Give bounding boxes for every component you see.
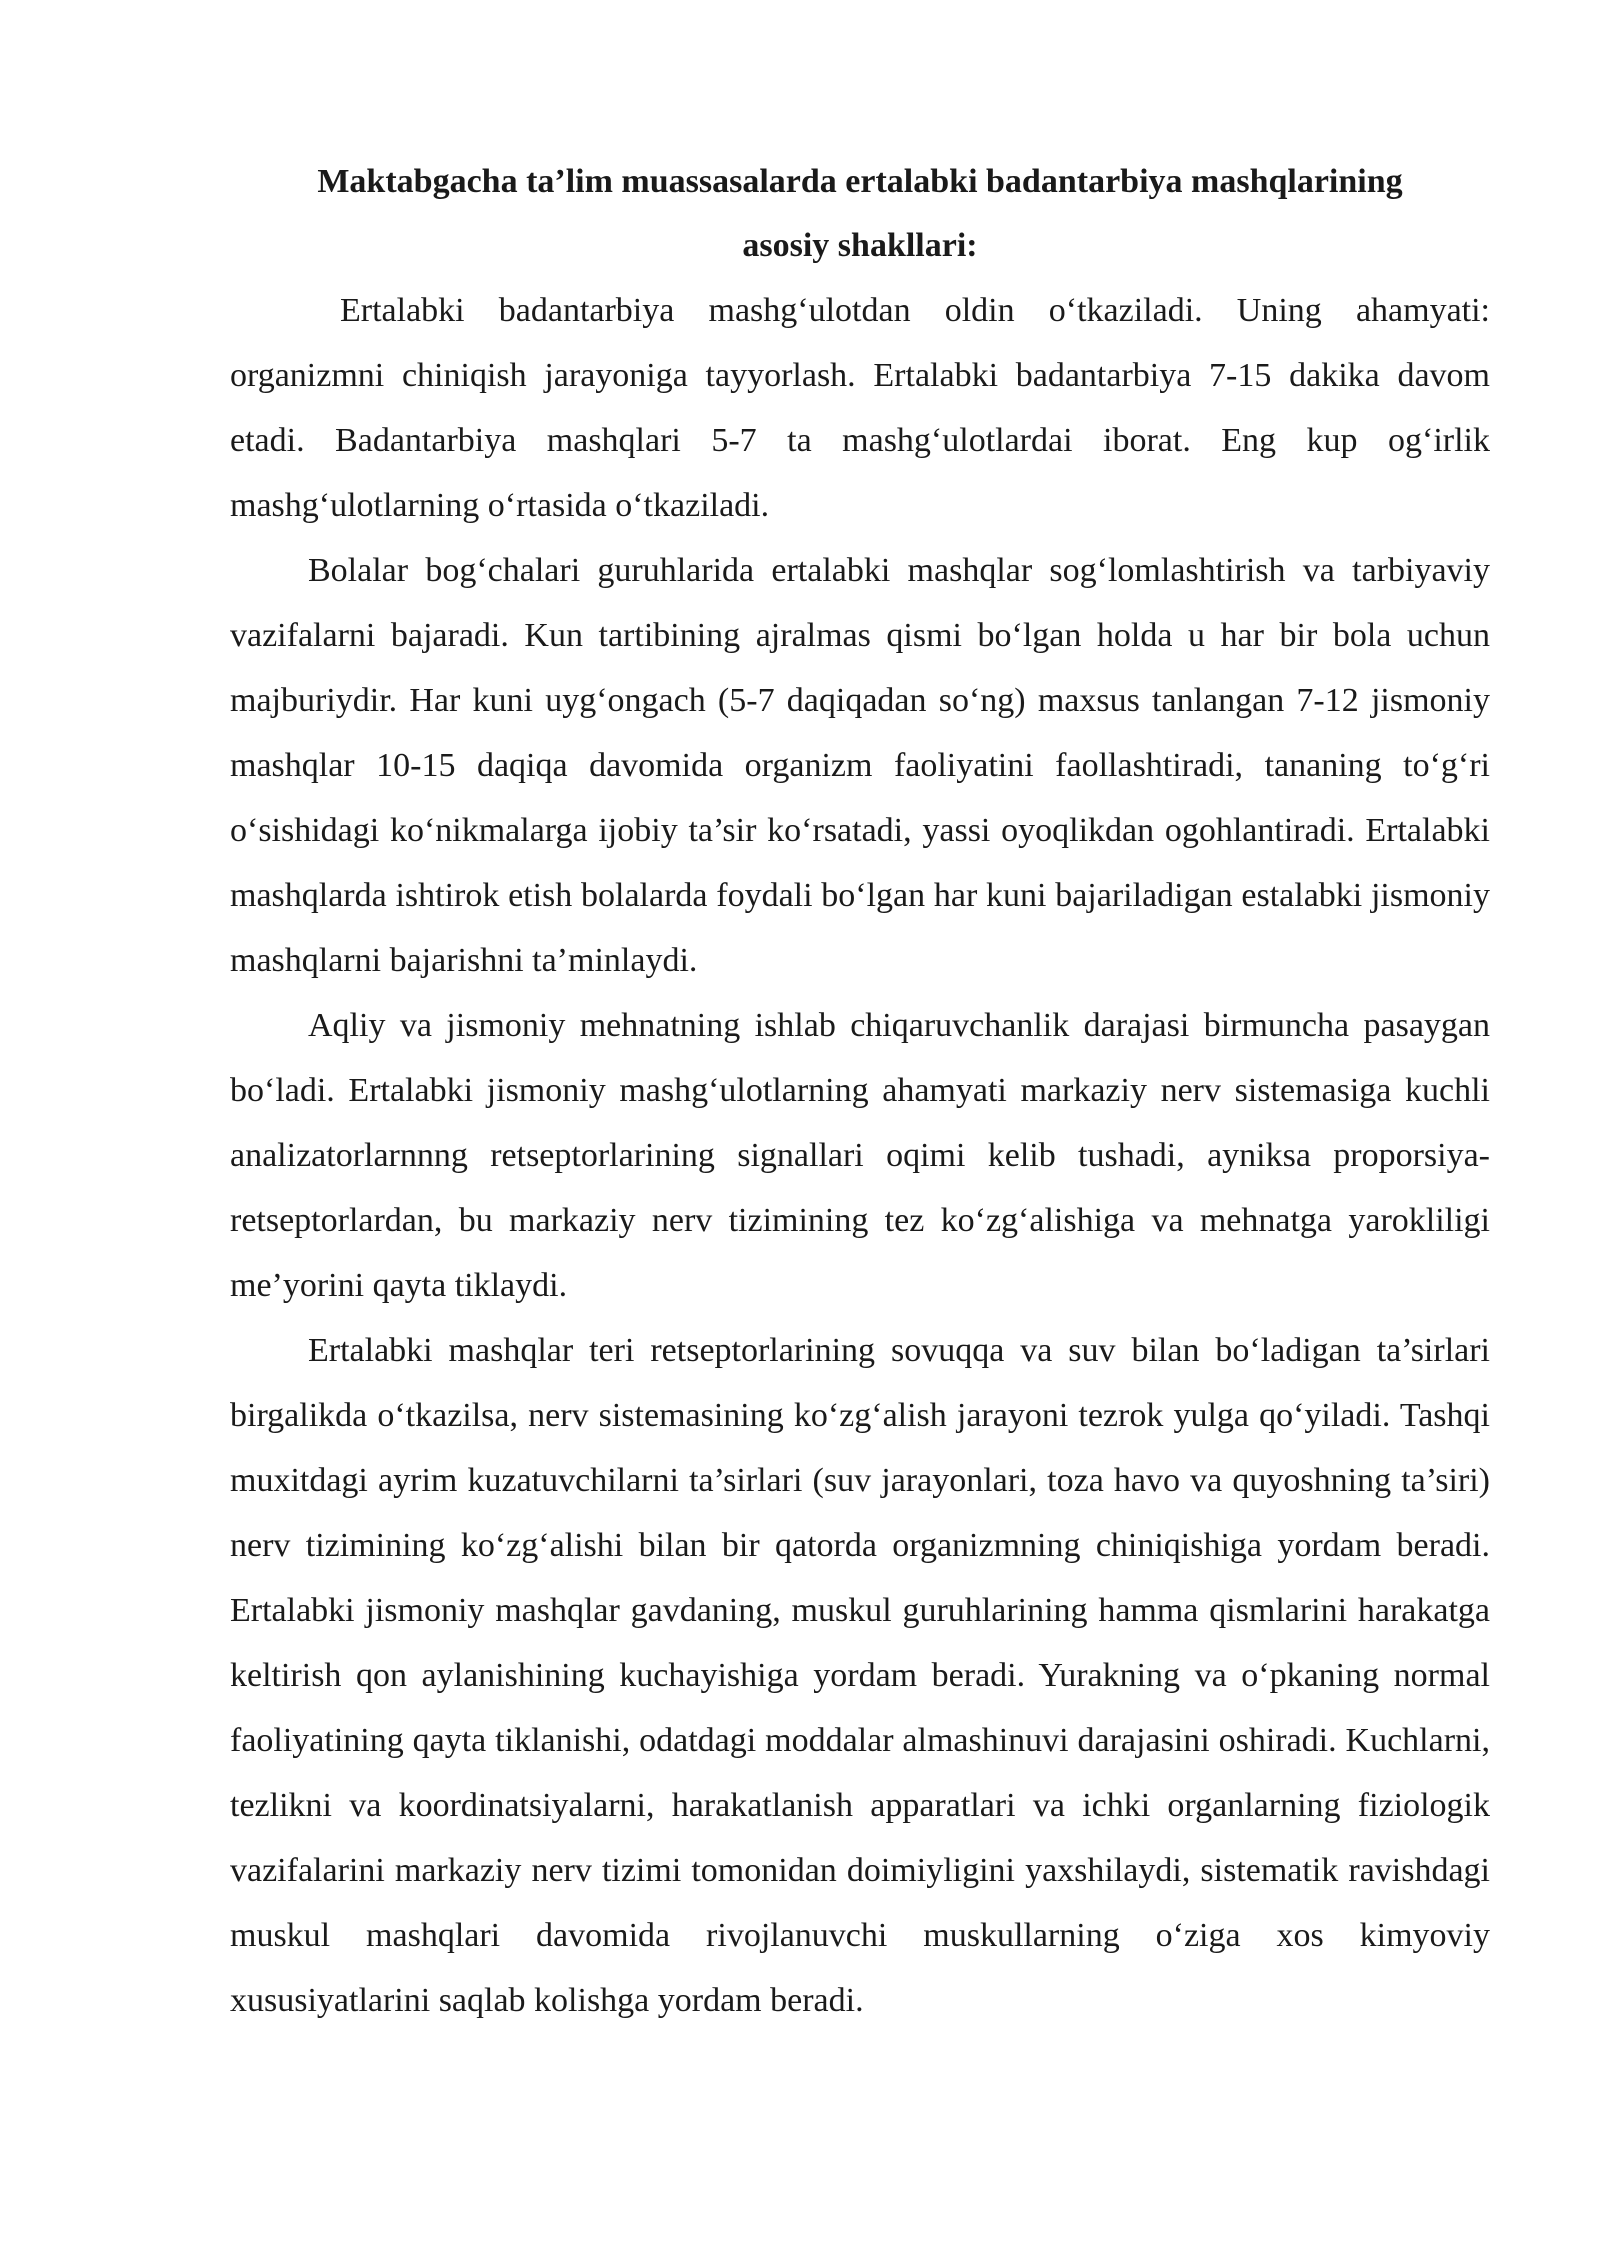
paragraph-4: Ertalabki mashqlar teri retseptorlarining sovuqqa va suv bilan bo‘ladigan ta’sirlari birgalikda o‘tkazilsa, nerv sistemasining ko‘zg‘alish jarayoni tezrok yulga qo‘yiladi. Tashqi muxitdagi ayrim kuzatuvchilarni ta’sirlari (suv jarayonlari, toza havo va quyoshning ta’siri) nerv tizimining ko‘zg‘alishi bilan bir qatorda organizmning chiniqishiga yordam beradi. Ertalabki jismoniy mashqlar gavdaning, muskul guruhlarining hamma qismlarini harakatga keltirish qon aylanishining kuchayishiga yordam beradi. Yurakning va o‘pkaning normal faoliyatining qayta tiklanishi, odatdagi moddalar almashinuvi darajasini oshiradi. Kuchlarni, tezlikni va koordinatsiyalarni, harakatlanish apparatlari va ichki organlarning fiziologik vazifalarini markaziy nerv tizimi tomonidan doimiyligini yaxshilaydi, sistematik ravishdagi muskul mashqlari davomida rivojlanuvchi muskullarning o‘ziga xos kimyoviy xususiyatlarini saqlab kolishga yordam beradi. xyxy=(230,1332,1490,2019)
paragraph-3: Aqliy va jismoniy mehnatning ishlab chiqaruvchanlik darajasi birmuncha pasaygan bo‘ladi. Ertalabki jismoniy mashg‘ulotlarning ahamyati markaziy nerv sistemasiga kuchli analizatorlarnnng retseptorlarining signallari oqimi kelib tushadi, ayniksa proporsiya-retseptorlardan, bu markaziy nerv tizimining tez ko‘zg‘alishiga va mehnatga yarokliligi me’yorini qayta tiklaydi. xyxy=(230,1007,1490,1304)
paragraph-2: Bolalar bog‘chalari guruhlarida ertalabki mashqlar sog‘lomlashtirish va tarbiyaviy vazifalarni bajaradi. Kun tartibining ajralmas qismi bo‘lgan holda u har bir bola uchun majburiydir. Har kuni uyg‘ongach (5-7 daqiqadan so‘ng) maxsus tanlangan 7-12 jismoniy mashqlar 10-15 daqiqa davomida organizm faoliyatini faollashtiradi, tananing to‘g‘ri o‘sishidagi ko‘nikmalarga ijobiy ta’sir ko‘rsatadi, yassi oyoqlikdan ogohlantiradi. Ertalabki mashqlarda ishtirok etish bolalarda foydali bo‘lgan har kuni bajariladigan estalabki jismoniy mashqlarni bajarishni ta’minlaydi. xyxy=(230,552,1490,979)
document-title: Maktabgacha ta’lim muassasalarda ertalabki badantarbiya mashqlarining asosiy shakllari: xyxy=(317,163,1403,264)
paragraph-1: Ertalabki badantarbiya mashg‘ulotdan oldin o‘tkaziladi. Uning ahamyati: organizmni chiniqish jarayoniga tayyorlash. Ertalabki badantarbiya 7-15 dakika davom etadi. Badantarbiya mashqlari 5-7 ta mashg‘ulotlardai iborat. Eng kup og‘irlik mashg‘ulotlarning o‘rtasida o‘tkaziladi. xyxy=(230,292,1490,524)
document-page xyxy=(230,150,1490,2033)
